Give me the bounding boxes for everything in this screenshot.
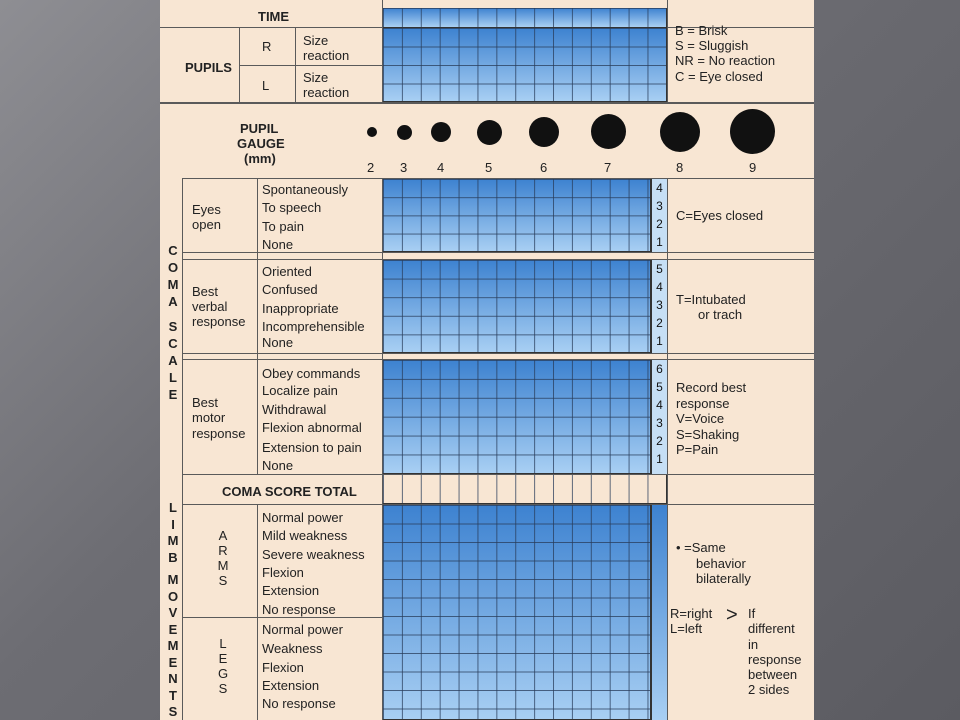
eyes-label-1: Eyes bbox=[192, 202, 221, 217]
size-label-l: Size bbox=[303, 70, 329, 85]
gauge-size-7: 7 bbox=[604, 160, 612, 175]
legs-label: L E G S bbox=[217, 636, 229, 696]
gauge-size-8: 8 bbox=[676, 160, 684, 175]
verbal-scores: 5 4 3 2 1 bbox=[651, 260, 667, 353]
pupil-left-label: L bbox=[262, 78, 270, 93]
reaction-label-r: reaction bbox=[303, 48, 350, 63]
limb-grid bbox=[383, 505, 651, 720]
limb-note-right: R=right bbox=[670, 606, 713, 621]
size-label-r: Size bbox=[303, 33, 329, 48]
brace-icon: > bbox=[726, 604, 738, 626]
arms-label: A R M S bbox=[217, 528, 229, 588]
eyes-grid bbox=[383, 179, 651, 252]
arms-item-mild: Mild weakness bbox=[262, 528, 348, 543]
time-label: TIME bbox=[258, 9, 290, 24]
verbal-label-1: Best bbox=[192, 284, 219, 299]
legend-no-reaction: NR = No reaction bbox=[675, 53, 776, 68]
legs-item-normal: Normal power bbox=[262, 622, 343, 637]
motor-note-3: V=Voice bbox=[676, 411, 725, 426]
legs-item-weakness: Weakness bbox=[262, 641, 323, 656]
eyes-item-none: None bbox=[262, 237, 294, 252]
pupil-dot-2mm bbox=[367, 127, 377, 137]
motor-item-withdrawal: Withdrawal bbox=[262, 402, 327, 417]
legs-item-flexion: Flexion bbox=[262, 660, 304, 675]
pupil-right-label: R bbox=[262, 39, 272, 54]
verbal-item-incomprehensible: Incomprehensible bbox=[262, 319, 365, 334]
pupil-dot-4mm bbox=[431, 122, 451, 142]
gauge-size-5: 5 bbox=[485, 160, 493, 175]
verbal-item-oriented: Oriented bbox=[262, 264, 312, 279]
limb-note-if-2: different bbox=[748, 621, 795, 636]
legend-sluggish: S = Sluggish bbox=[675, 38, 749, 53]
motor-item-flexion: Flexion abnormal bbox=[262, 420, 362, 435]
gauge-size-4: 4 bbox=[437, 160, 445, 175]
eyes-item-to-pain: To pain bbox=[262, 219, 304, 234]
gcs-chart bbox=[160, 0, 814, 720]
gauge-size-6: 6 bbox=[540, 160, 548, 175]
pupil-dot-6mm bbox=[529, 117, 559, 147]
eyes-item-spontaneously: Spontaneously bbox=[262, 182, 349, 197]
limb-note-left: L=left bbox=[670, 621, 703, 636]
verbal-item-none: None bbox=[262, 335, 294, 350]
coma-scale-side-label: C O M A S C A L E bbox=[167, 243, 179, 402]
arms-item-normal: Normal power bbox=[262, 510, 343, 525]
verbal-item-confused: Confused bbox=[262, 282, 318, 297]
pupils-label: PUPILS bbox=[185, 60, 232, 75]
limb-side-strip bbox=[651, 505, 667, 720]
limb-note-if-3: in bbox=[748, 637, 759, 652]
legend-brisk: B = Brisk bbox=[675, 23, 728, 38]
verbal-grid bbox=[383, 260, 651, 353]
verbal-note-1: T=Intubated bbox=[676, 292, 746, 307]
verbal-label-2: verbal bbox=[192, 299, 228, 314]
motor-grid bbox=[383, 360, 651, 474]
motor-note-4: S=Shaking bbox=[676, 427, 740, 442]
motor-item-localize: Localize pain bbox=[262, 383, 338, 398]
motor-item-extension: Extension to pain bbox=[262, 440, 362, 455]
limb-note-if-5: between bbox=[748, 667, 798, 682]
limb-note-if-6: 2 sides bbox=[748, 682, 790, 697]
pupil-dot-3mm bbox=[397, 125, 412, 140]
time-grid bbox=[383, 8, 667, 28]
coma-score-total-label: COMA SCORE TOTAL bbox=[222, 484, 357, 499]
motor-label-3: response bbox=[192, 426, 246, 441]
verbal-label-3: response bbox=[192, 314, 246, 329]
motor-label-1: Best bbox=[192, 395, 219, 410]
legs-item-extension: Extension bbox=[262, 678, 320, 693]
motor-item-obey: Obey commands bbox=[262, 366, 361, 381]
motor-note-5: P=Pain bbox=[676, 442, 719, 457]
eyes-label-2: open bbox=[192, 217, 221, 232]
limb-note-if-4: response bbox=[748, 652, 802, 667]
eyes-scores: 4 3 2 1 bbox=[651, 179, 667, 252]
gauge-label-3: (mm) bbox=[244, 151, 276, 166]
limb-note-same-1: • =Same bbox=[676, 540, 726, 555]
gauge-size-3: 3 bbox=[400, 160, 408, 175]
arms-item-no-response: No response bbox=[262, 602, 336, 617]
limb-note-if-1: If bbox=[748, 606, 756, 621]
limb-note-same-2: behavior bbox=[696, 556, 746, 571]
pupils-grid bbox=[383, 28, 667, 102]
pupil-dot-9mm bbox=[730, 109, 775, 154]
eyes-item-to-speech: To speech bbox=[262, 200, 322, 215]
reaction-label-l: reaction bbox=[303, 85, 350, 100]
eyes-note: C=Eyes closed bbox=[676, 208, 764, 223]
gauge-label-2: GAUGE bbox=[237, 136, 285, 151]
pupil-dot-5mm bbox=[477, 120, 502, 145]
legend-eye-closed: C = Eye closed bbox=[675, 69, 763, 84]
pupil-dot-7mm bbox=[591, 114, 626, 149]
pupil-dot-8mm bbox=[660, 112, 700, 152]
motor-scores: 6 5 4 3 2 1 bbox=[651, 360, 667, 474]
motor-note-1: Record best bbox=[676, 380, 747, 395]
gauge-size-2: 2 bbox=[367, 160, 375, 175]
arms-item-flexion: Flexion bbox=[262, 565, 304, 580]
arms-item-severe: Severe weakness bbox=[262, 547, 365, 562]
limb-note-same-3: bilaterally bbox=[696, 571, 751, 586]
limb-movements-side-label: L I M B M O V E M E N T S bbox=[167, 500, 179, 719]
motor-label-2: motor bbox=[192, 410, 226, 425]
arms-item-extension: Extension bbox=[262, 583, 320, 598]
motor-note-2: response bbox=[676, 396, 730, 411]
motor-item-none: None bbox=[262, 458, 294, 473]
verbal-note-2: or trach bbox=[698, 307, 743, 322]
legs-item-no-response: No response bbox=[262, 696, 336, 711]
verbal-item-inappropriate: Inappropriate bbox=[262, 301, 339, 316]
gauge-label-1: PUPIL bbox=[240, 121, 279, 136]
coma-total-grid bbox=[383, 475, 667, 504]
gauge-size-9: 9 bbox=[749, 160, 757, 175]
